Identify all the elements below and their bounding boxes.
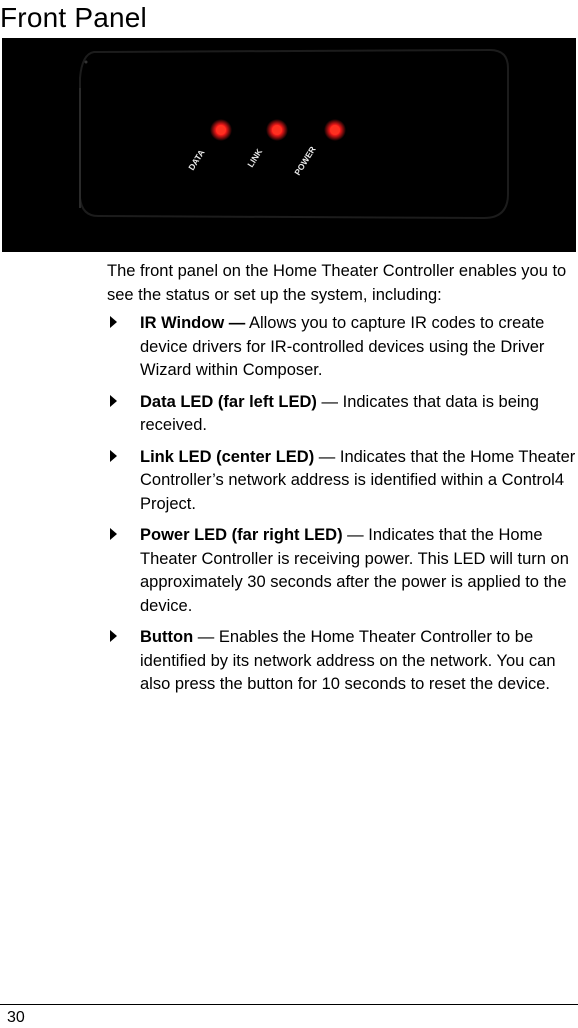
- item-description: Allows you to capture IR codes to create device drivers for IR-controlled devices using the Driver Wizard within Composer.: [140, 314, 545, 379]
- list-item-ir-window: [107, 312, 577, 383]
- triangle-bullet-icon: [110, 528, 117, 540]
- item-term: Button: [140, 628, 194, 646]
- led-label-link: LINK: [245, 146, 265, 170]
- data-led: [210, 119, 232, 141]
- page-number: 30: [7, 1009, 25, 1026]
- item-term: Link LED (center LED): [140, 447, 315, 466]
- front-panel-illustration: [2, 38, 576, 252]
- intro-paragraph: The front panel on the Home Theater Controller enables you to see the status or set up the system, including:: [107, 262, 567, 304]
- power-led: [324, 119, 346, 141]
- item-description: — Indicates that the Home Theater Controller is receiving power. This LED will turn on approximately 30 seconds after the power is applied to the device.: [140, 526, 569, 615]
- triangle-bullet-icon: [110, 395, 117, 407]
- footer-divider: [0, 1004, 578, 1005]
- front-panel-photo: [2, 38, 576, 252]
- feature-list: [107, 312, 577, 705]
- triangle-bullet-icon: [110, 450, 117, 462]
- led-label-data: DATA: [186, 147, 207, 173]
- list-item-button: [107, 626, 577, 697]
- triangle-bullet-icon: [110, 630, 117, 642]
- link-led: [266, 119, 288, 141]
- led-label-power: POWER: [292, 144, 318, 178]
- item-term: Data LED (far left LED): [140, 392, 317, 411]
- item-term: Power LED (far right LED): [140, 526, 343, 544]
- page-title: Front Panel: [0, 2, 147, 33]
- list-item-power-led: [107, 524, 577, 618]
- triangle-bullet-icon: [110, 316, 117, 328]
- item-term: IR Window —: [140, 314, 246, 332]
- list-item-data-led: [107, 391, 577, 438]
- list-item-link-led: [107, 446, 577, 517]
- item-description: — Indicates that the Home Theater Controller’s network address is identified within a Control4 Project.: [140, 447, 576, 513]
- item-description: — Enables the Home Theater Controller to be identified by its network address on the network. You can also press the button for 10 seconds to reset the device.: [140, 628, 556, 693]
- item-description: — Indicates that data is being received.: [140, 392, 539, 434]
